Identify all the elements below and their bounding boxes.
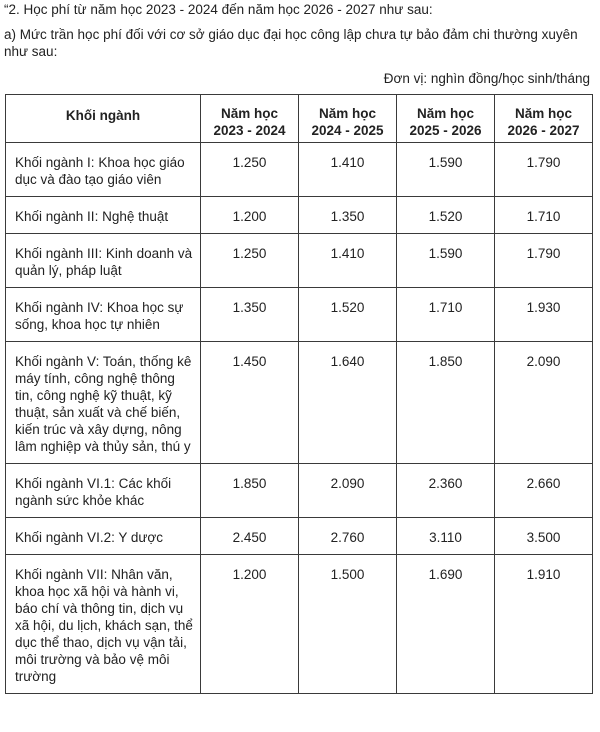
header-year-3 (397, 95, 495, 143)
cell-text-line: báo chí và thông tin, dịch vụ (15, 601, 184, 616)
cell-fee-value: 2.090 (495, 342, 593, 464)
cell-fee-value: 1.250 (201, 143, 299, 197)
cell-fee-value: 1.410 (299, 143, 397, 197)
header-line-1: Năm học (318, 106, 376, 121)
cell-fee-value: 1.500 (299, 555, 397, 694)
cell-khoi-nganh (6, 288, 201, 342)
cell-text-line: dục thể thao, dịch vụ vận tải, (15, 635, 187, 650)
cell-fee-value: 3.500 (495, 518, 593, 555)
cell-fee-value: 1.710 (495, 197, 593, 234)
table-row (6, 143, 593, 197)
cell-text-line: thuật, sản xuất và chế biến, (15, 405, 181, 420)
cell-text-line: Khối ngành II: Nghệ thuật (15, 209, 169, 224)
header-line-2: 2026 - 2027 (507, 123, 580, 138)
cell-text-line: máy tính, công nghệ thông (15, 371, 175, 386)
tuition-table (5, 94, 593, 694)
cell-fee-value: 1.790 (495, 143, 593, 197)
cell-fee-value: 1.200 (201, 555, 299, 694)
cell-text-line: kiến trúc và xây dựng, nông (15, 422, 182, 437)
cell-khoi-nganh (6, 518, 201, 555)
cell-text-line: tin, công nghệ kỹ thuật, kỹ (15, 388, 172, 403)
table-header-row (6, 95, 593, 143)
table-row (6, 464, 593, 518)
cell-khoi-nganh (6, 555, 201, 694)
table-row (6, 518, 593, 555)
header-year-2 (299, 95, 397, 143)
unit-note: Đơn vị: nghìn đồng/học sinh/tháng (383, 71, 590, 86)
header-line-1: Khối ngành (65, 108, 141, 123)
cell-fee-value: 1.790 (495, 234, 593, 288)
cell-fee-value: 1.200 (201, 197, 299, 234)
cell-fee-value: 2.760 (299, 518, 397, 555)
table-row (6, 234, 593, 288)
header-line-1: Năm học (416, 106, 474, 121)
header-khoi-nganh (6, 95, 201, 143)
table-body (6, 143, 593, 694)
cell-fee-value: 1.250 (201, 234, 299, 288)
cell-text-line: Khối ngành VII: Nhân văn, (15, 567, 173, 582)
intro-paragraph: “2. Học phí từ năm học 2023 - 2024 đến năm học 2026 - 2027 như sau: (4, 2, 433, 17)
cell-fee-value: 3.110 (397, 518, 495, 555)
cell-fee-value: 1.350 (299, 197, 397, 234)
table-row (6, 555, 593, 694)
header-year-1 (201, 95, 299, 143)
cell-fee-value: 1.410 (299, 234, 397, 288)
cell-khoi-nganh (6, 342, 201, 464)
subheading-paragraph: a) Mức trần học phí đối với cơ sở giáo dục đại học công lập chưa tự bảo đảm chi thường xuyên như sau: (4, 27, 578, 59)
cell-fee-value: 1.850 (201, 464, 299, 518)
header-line-2: 2023 - 2024 (213, 123, 286, 138)
cell-text-line: lâm nghiệp và thủy sản, thú y (15, 439, 191, 454)
cell-fee-value: 1.590 (397, 234, 495, 288)
header-line-1: Năm học (220, 106, 278, 121)
cell-text-line: quản lý, pháp luật (15, 263, 122, 278)
table-row (6, 197, 593, 234)
cell-text-line: ngành sức khỏe khác (15, 493, 145, 508)
table-row (6, 342, 593, 464)
cell-khoi-nganh (6, 234, 201, 288)
header-line-1: Năm học (514, 106, 572, 121)
cell-text-line: sống, khoa học tự nhiên (15, 317, 160, 332)
cell-fee-value: 2.360 (397, 464, 495, 518)
header-line-2: 2025 - 2026 (409, 123, 482, 138)
cell-text-line: Khối ngành I: Khoa học giáo (15, 155, 185, 170)
cell-fee-value: 1.710 (397, 288, 495, 342)
cell-fee-value: 1.520 (299, 288, 397, 342)
cell-fee-value: 1.640 (299, 342, 397, 464)
cell-text-line: Khối ngành VI.1: Các khối (15, 476, 172, 491)
cell-text-line: dục và đào tạo giáo viên (15, 172, 162, 187)
cell-fee-value: 1.450 (201, 342, 299, 464)
cell-text-line: Khối ngành III: Kinh doanh và (15, 246, 193, 261)
cell-fee-value: 1.520 (397, 197, 495, 234)
table-row (6, 288, 593, 342)
cell-fee-value: 1.910 (495, 555, 593, 694)
cell-text-line: môi trường và bảo vệ môi (15, 652, 170, 667)
cell-text-line: xã hội, du lịch, khách sạn, thể (15, 618, 193, 633)
cell-fee-value: 1.930 (495, 288, 593, 342)
cell-fee-value: 1.350 (201, 288, 299, 342)
cell-text-line: khoa học xã hội và hành vi, (15, 584, 179, 599)
cell-fee-value: 1.690 (397, 555, 495, 694)
cell-text-line: Khối ngành IV: Khoa học sự (15, 300, 184, 315)
cell-khoi-nganh (6, 464, 201, 518)
cell-fee-value: 2.660 (495, 464, 593, 518)
cell-fee-value: 1.590 (397, 143, 495, 197)
cell-text-line: Khối ngành VI.2: Y dược (15, 530, 163, 545)
header-line-2: 2024 - 2025 (311, 123, 384, 138)
cell-fee-value: 1.850 (397, 342, 495, 464)
cell-text-line: trường (15, 669, 57, 684)
cell-khoi-nganh (6, 143, 201, 197)
cell-fee-value: 2.450 (201, 518, 299, 555)
cell-text-line: Khối ngành V: Toán, thống kê (15, 354, 192, 369)
cell-khoi-nganh (6, 197, 201, 234)
header-year-4 (495, 95, 593, 143)
cell-fee-value: 2.090 (299, 464, 397, 518)
